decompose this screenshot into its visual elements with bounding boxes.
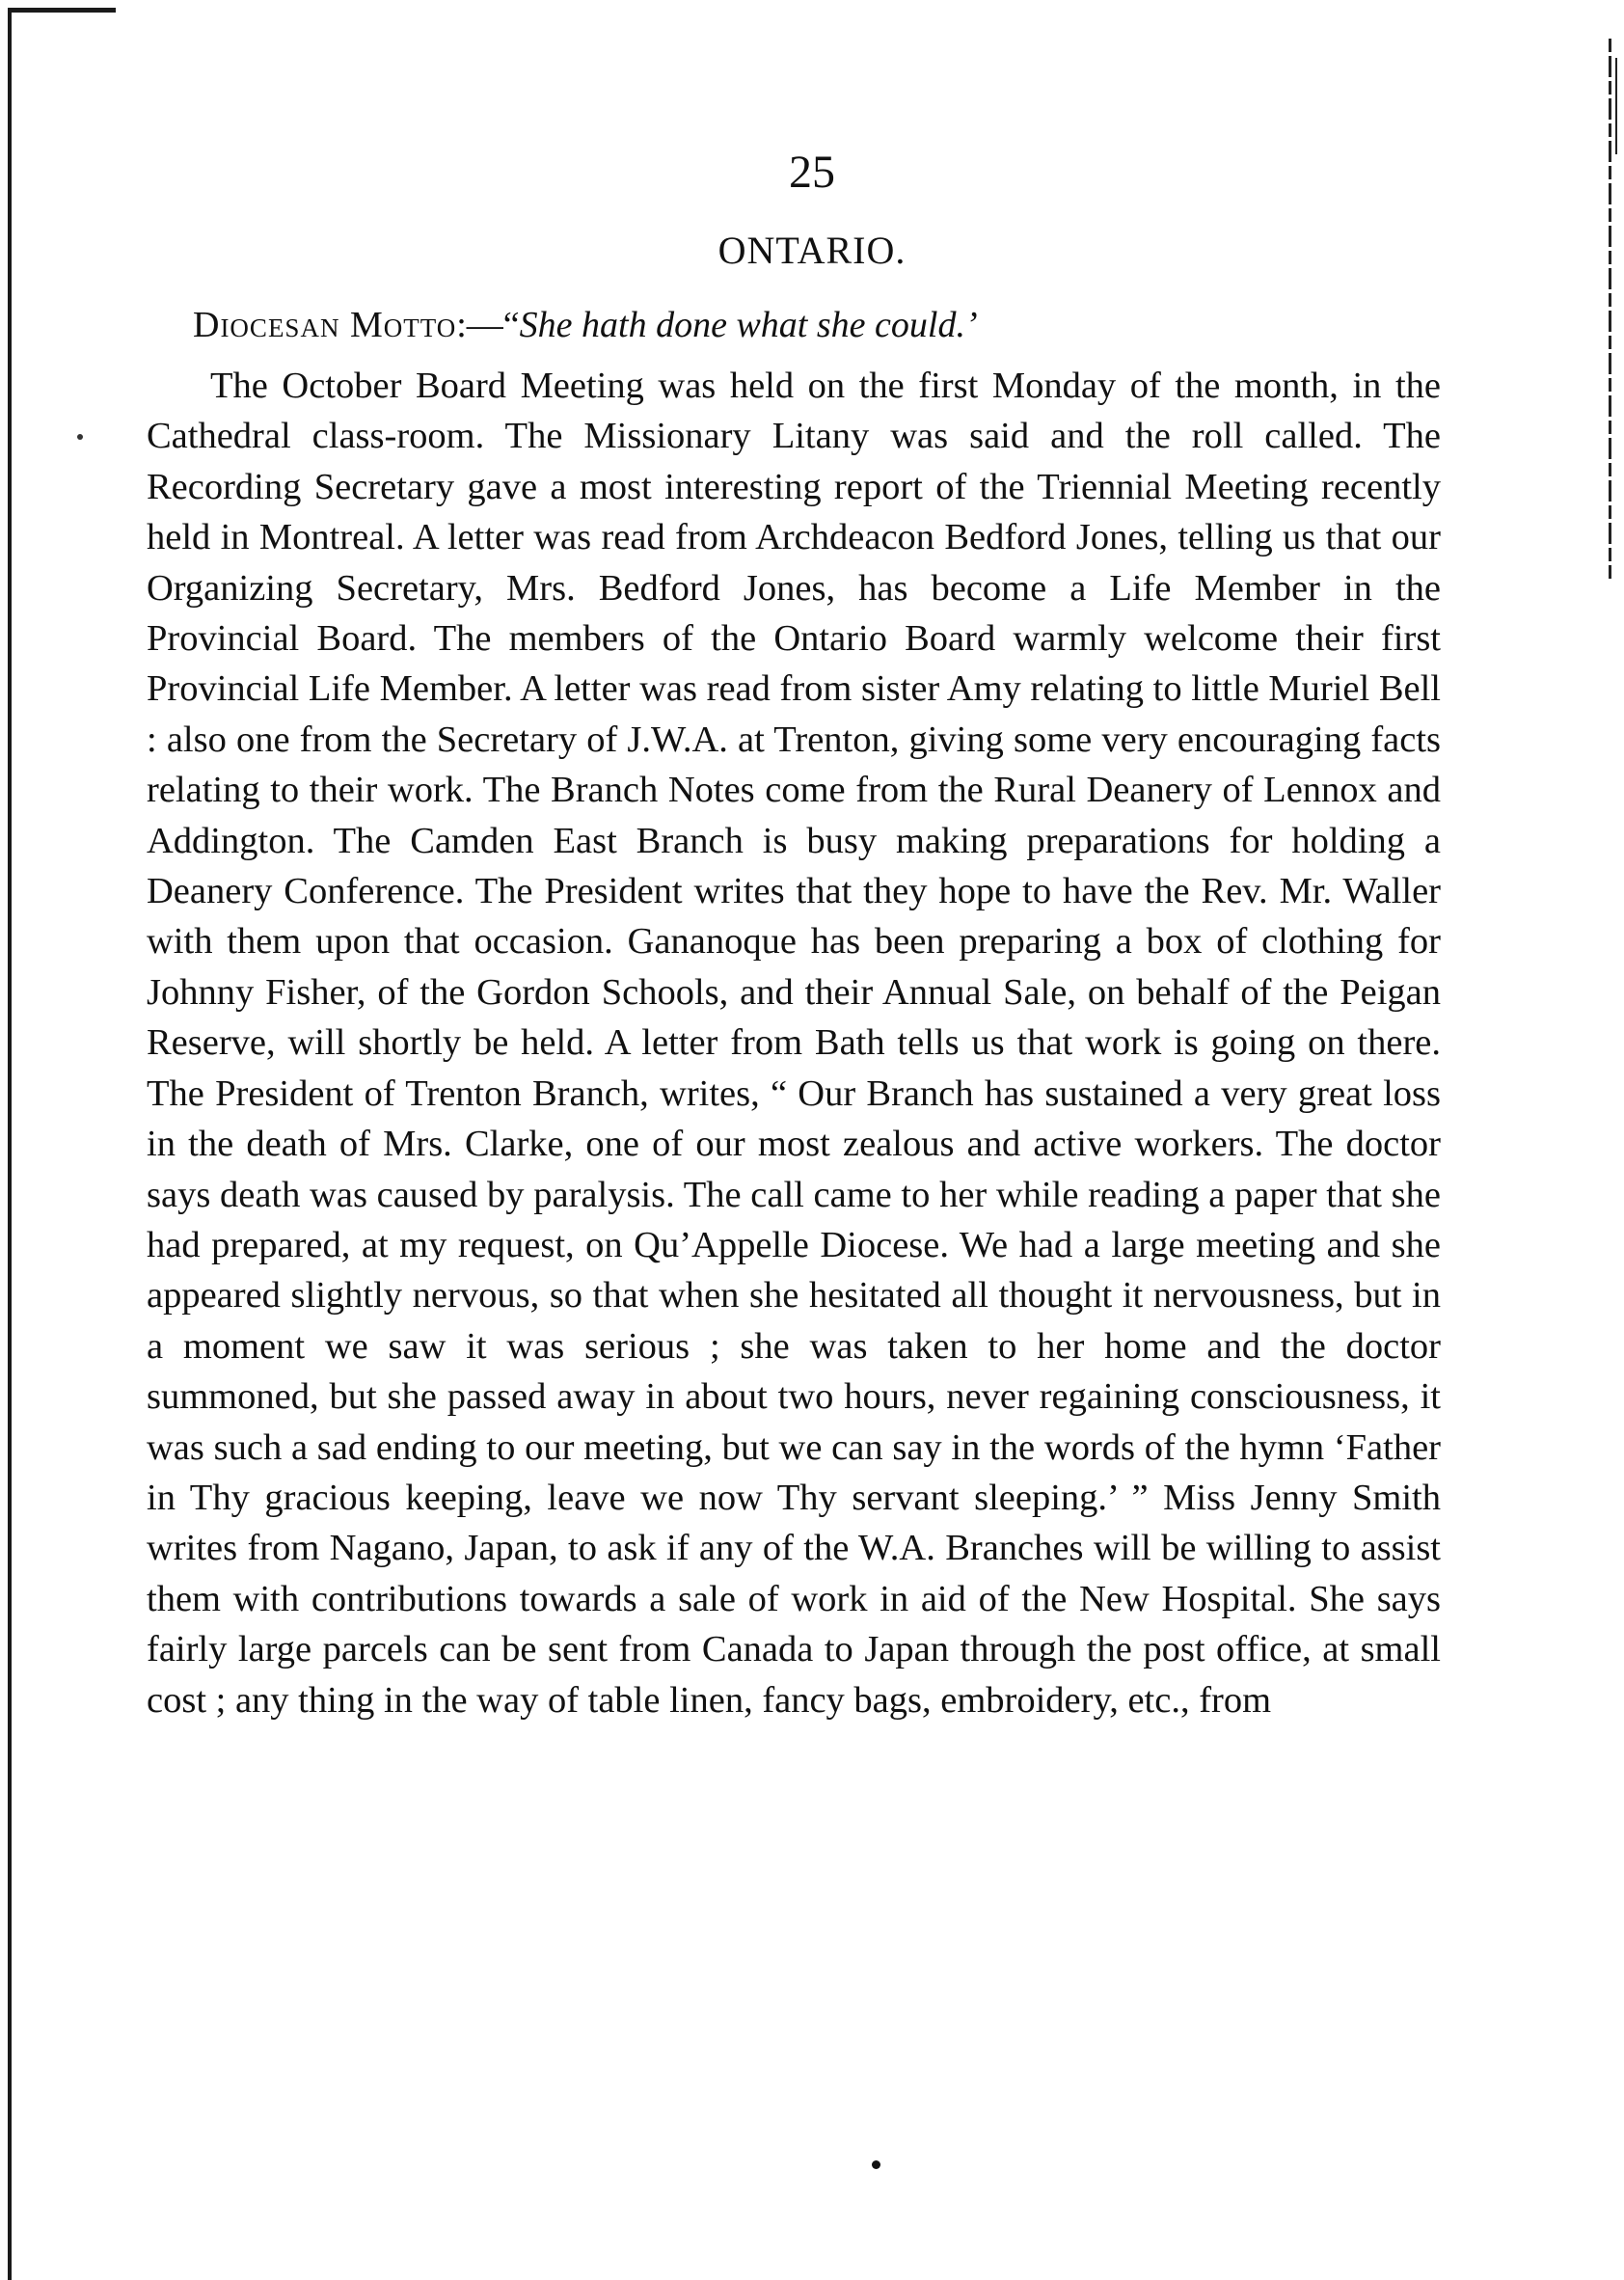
footer-dot [872,2160,880,2169]
motto-label: Diocesan Motto [193,305,457,345]
scan-speck [77,434,83,440]
page-number: 25 [789,147,835,198]
section-heading: ONTARIO. [717,229,907,272]
scan-edge-right [1609,39,1611,579]
scan-edge-right-mark [1615,58,1617,154]
diocesan-motto [193,301,1524,349]
scan-edge-left [8,10,12,2280]
motto-quote: She hath done what she could.’ [519,305,978,345]
scan-edge-top [8,8,116,13]
motto-separator: :—“ [456,305,520,345]
body-paragraph: The October Board Meeting was held on the first Monday of the month, in the Cathedral class-room. The Missionary Litany was said and the roll called. The Recording Secretary gave a most interesting report of the Triennial Meeting recently held in Montreal. A letter was read from Archdeacon Bedford Jones, telling us that our Organizing Secretary, Mrs. Bedford Jones, has become a Life Member in the Provincial Board. The members of the Ontario Board warmly welcome their first Provincial Life Member. A letter was read from sister Amy relating to little Muriel Bell : also one from the Secretary of J.W.A. at Trenton, giving some very encouraging facts relating to their work. The Branch Notes come from the Rural Deanery of Lennox and Addington. The Camden East Branch is busy making preparations for holding a Deanery Conference. The President writes that they hope to have the Rev. Mr. Waller with them upon that occasion. Gananoque has been preparing a box of clothing for Johnny Fisher, of the Gordon Schools, and their Annual Sale, on behalf of the Peigan Reserve, will shortly be held. A letter from Bath tells us that work is going on there. The President of Trenton Branch, writes, “ Our Branch has sustained a very great loss in the death of Mrs. Clarke, one of our most zealous and active workers. The doctor says death was caused by paralysis. The call came to her while reading a paper that she had prepared, at my request, on Qu’Appelle Diocese. We had a large meeting and she appeared slightly nervous, so that when she hesitated all thought it nervousness, but in a moment we saw it was serious ; she was taken to her home and the doctor summoned, but she passed away in about two hours, never regaining consciousness, it was such a sad ending to our meeting, but we can say in the words of the hymn ‘Father in Thy gracious keeping, leave we now Thy servant sleeping.’ ” Miss Jenny Smith writes from Nagano, Japan, to ask if any of the W.A. Branches will be willing to assist them with contributions towards a sale of work in aid of the New Hospital. She says fairly large parcels can be sent from Canada to Japan through the post office, at small cost ; any thing in the way of table linen, fancy bags, embroidery, etc., from [147,366,1441,1721]
